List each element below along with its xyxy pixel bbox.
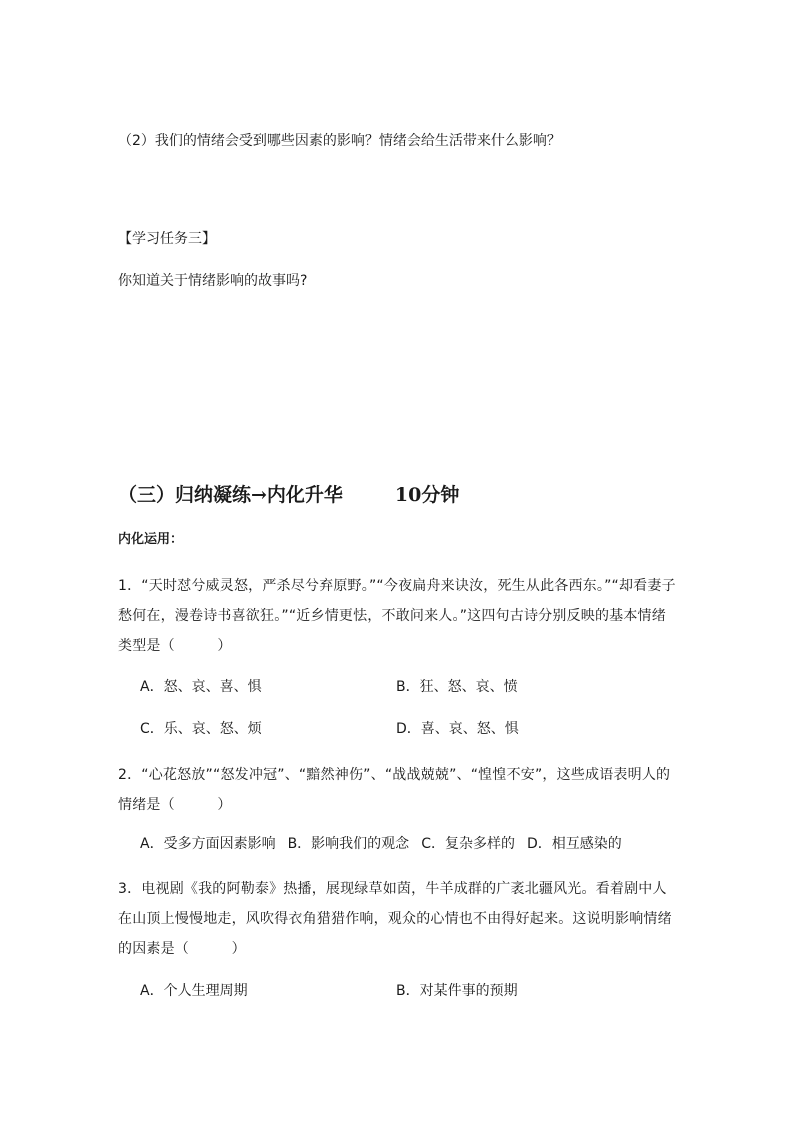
question-3-text: 3．电视剧《我的阿勒泰》热播，展现绿草如茵，牛羊成群的广袤北疆风光。看着剧中人在山顶上慢慢地走，风吹得衣角猎猎作响，观众的心情也不由得好起来。这说明影响情绪的因素是（ ）: [118, 881, 672, 957]
section3-title: [118, 483, 459, 507]
question-1-text: 1．“天时怼兮威灵怒，严杀尽兮弃原野。”“今夜扁舟来诀汝，死生从此各西东。”“却看妻子愁何在，漫卷诗书喜欲狂。”“近乡情更怯，不敢问来人。”这四句古诗分别反映的基本情绪类型是（ ）: [118, 578, 676, 654]
question-2-options-row: [140, 834, 700, 854]
question-3-option-b: B．对某件事的预期: [396, 983, 518, 999]
task3-question: 你知道关于情绪影响的故事吗?: [118, 273, 308, 289]
question-2-option-b: B．影响我们的观念: [287, 836, 410, 852]
question-1-option-b: B．狂、怒、哀、愤: [396, 679, 518, 695]
internal-apply-label: 内化运用：: [118, 532, 184, 547]
question-1-option-c: C．乐、哀、怒、烦: [140, 721, 262, 737]
question-2-text: 2．“心花怒放”“怒发冲冠”、“黯然神伤”、“战战兢兢”、“惶惶不安”，这些成语表明人的情绪是（ ）: [118, 767, 671, 813]
question-2-option-d: D．相互感染的: [526, 836, 622, 852]
section3-title-text: （三）归纳凝练→内化升华: [118, 484, 343, 506]
question-2-option-c: C．复杂多样的: [421, 836, 515, 852]
question-1-option-d: D．喜、哀、怒、惧: [396, 721, 519, 737]
question-3-option-a: A．个人生理周期: [140, 983, 248, 999]
question-1-option-a: A．怒、哀、喜、惧: [140, 679, 262, 695]
section3-time: 10分钟: [394, 484, 460, 506]
question-2-option-a: A．受多方面因素影响: [140, 836, 276, 852]
task2-question-2: （2）我们的情绪会受到哪些因素的影响？情绪会给生活带来什么影响？: [118, 133, 561, 149]
task3-heading: 【学习任务三】: [118, 231, 216, 247]
